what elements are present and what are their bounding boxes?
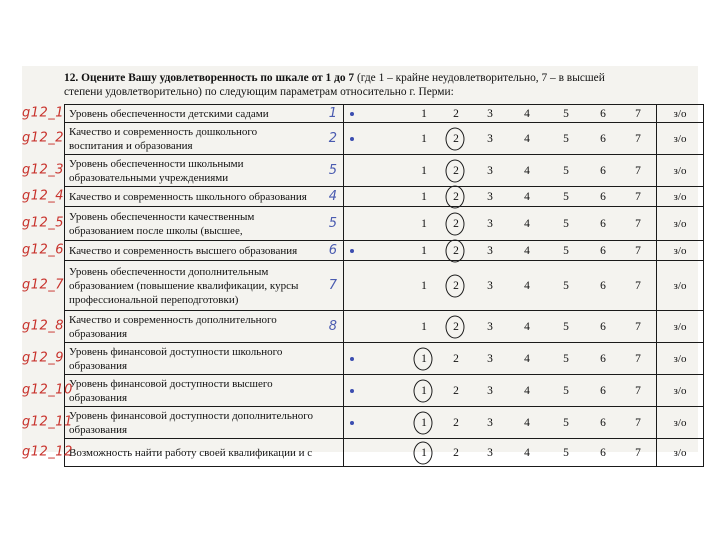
rating-table [64,104,704,467]
scale-value-4[interactable]: 4 [524,384,530,397]
scale-value-1[interactable]: 1 [421,217,427,230]
scale-value-4[interactable]: 4 [524,244,530,257]
parameter-label: Уровень финансовой доступности дополнительного образования [69,409,314,436]
scale-value-4[interactable]: 4 [524,107,530,120]
no-answer-cell[interactable] [657,439,704,467]
variable-code: g12_7 [22,277,65,293]
score-cell[interactable] [344,375,657,407]
parameter-cell [65,407,344,439]
parameter-cell [65,311,344,343]
scale-value-3[interactable]: 3 [487,217,493,230]
pen-dot-mark [350,137,354,141]
parameter-label: Уровень обеспеченности детскими садами [69,107,269,120]
scale-value-1[interactable]: 1 [421,446,427,459]
scale-value-7[interactable]: 7 [635,107,641,120]
parameter-label: Уровень финансовой доступности школьного образования [69,345,283,372]
scale-value-2[interactable]: 2 [453,107,459,120]
parameter-label: Качество и современность дополнительного образования [69,313,277,340]
scale-value-1[interactable]: 1 [421,107,427,120]
scale-value-5[interactable]: 5 [563,352,569,365]
scale-value-4[interactable]: 4 [524,164,530,177]
no-answer-label: з/о [673,164,687,177]
scale-value-7[interactable]: 7 [635,244,641,257]
scale-value-5[interactable]: 5 [563,190,569,203]
pen-dot-mark [350,421,354,425]
scale-value-3[interactable]: 3 [487,279,493,292]
no-answer-cell[interactable] [657,311,704,343]
pen-dot-mark [350,357,354,361]
table-row [65,187,704,207]
parameter-label: Качество и современность школьного образования [69,190,307,203]
scale-value-4[interactable]: 4 [524,217,530,230]
handwritten-row-number: 7 [328,277,337,293]
scale-value-2[interactable]: 2 [453,320,459,333]
table-row [65,105,704,123]
scale-value-5[interactable]: 5 [563,132,569,145]
scale-value-3[interactable]: 3 [487,352,493,365]
no-answer-cell[interactable] [657,407,704,439]
parameter-label: Уровень обеспеченности школьными образовательными учреждениями [69,157,244,184]
scale-value-6[interactable]: 6 [600,352,606,365]
table-row [65,207,704,241]
no-answer-label: з/о [673,244,687,257]
scale-value-7[interactable]: 7 [635,217,641,230]
variable-code: g12_5 [22,215,65,231]
variable-code: g12_9 [22,350,65,366]
scale-value-1[interactable]: 1 [421,384,427,397]
score-cell[interactable] [344,439,657,467]
no-answer-label: з/о [673,384,687,397]
selected-answer-circle [414,411,433,434]
selected-answer-circle [414,441,433,464]
variable-code: g12_2 [22,130,65,146]
scale-value-6[interactable]: 6 [600,384,606,397]
scale-value-2[interactable]: 2 [453,190,459,203]
parameter-label: Качество и современность дошкольного воспитания и образования [69,125,258,152]
scale-value-6[interactable]: 6 [600,190,606,203]
no-answer-cell[interactable] [657,155,704,187]
pen-dot-mark [350,112,354,116]
selected-answer-circle [446,127,465,150]
scale-value-5[interactable]: 5 [563,107,569,120]
variable-code: g12_8 [22,318,65,334]
variable-code: g12_1 [22,105,65,121]
selected-answer-circle [446,274,465,297]
no-answer-label: з/о [673,352,687,365]
scale-value-7[interactable]: 7 [635,446,641,459]
scale-value-1[interactable]: 1 [421,132,427,145]
scale-value-6[interactable]: 6 [600,244,606,257]
scale-value-6[interactable]: 6 [600,107,606,120]
score-cell[interactable] [344,155,657,187]
scale-value-3[interactable]: 3 [487,244,493,257]
scale-value-4[interactable]: 4 [524,132,530,145]
scale-value-4[interactable]: 4 [524,190,530,203]
parameter-cell [65,241,344,261]
scanned-questionnaire [22,66,698,460]
scale-value-3[interactable]: 3 [487,446,493,459]
scale-value-5[interactable]: 5 [563,279,569,292]
handwritten-row-number: 5 [328,162,337,178]
parameter-cell [65,439,344,467]
handwritten-row-number: 4 [328,188,337,204]
table-row [65,261,704,311]
variable-code: g12_3 [22,162,65,178]
table-row [65,123,704,155]
scale-value-2[interactable]: 2 [453,132,459,145]
no-answer-label: з/о [673,217,687,230]
scale-value-3[interactable]: 3 [487,164,493,177]
handwritten-row-number: 2 [328,130,337,146]
scale-value-6[interactable]: 6 [600,416,606,429]
scale-value-2[interactable]: 2 [453,446,459,459]
variable-code: g12_10 [22,382,73,398]
question-heading [64,71,624,99]
scale-value-5[interactable]: 5 [563,416,569,429]
scale-value-1[interactable]: 1 [421,279,427,292]
scale-value-2[interactable]: 2 [453,352,459,365]
score-cell[interactable] [344,123,657,155]
no-answer-label: з/о [673,132,687,145]
table-row [65,407,704,439]
scale-value-5[interactable]: 5 [563,244,569,257]
scale-value-3[interactable]: 3 [487,107,493,120]
no-answer-label: з/о [673,190,687,203]
scale-value-1[interactable]: 1 [421,352,427,365]
question-number: 12. [64,72,79,84]
scale-value-1[interactable]: 1 [421,320,427,333]
no-answer-cell[interactable] [657,375,704,407]
scale-value-6[interactable]: 6 [600,279,606,292]
scale-value-2[interactable]: 2 [453,244,459,257]
scale-value-3[interactable]: 3 [487,416,493,429]
scale-value-6[interactable]: 6 [600,446,606,459]
parameter-label: Уровень финансовой доступности высшего образования [69,377,273,404]
score-cell[interactable] [344,187,657,207]
scale-value-6[interactable]: 6 [600,164,606,177]
no-answer-cell[interactable] [657,187,704,207]
score-cell[interactable] [344,207,657,241]
parameter-label: Возможность найти работу своей квалификации и с [69,446,313,459]
no-answer-label: з/о [673,320,687,333]
no-answer-cell[interactable] [657,241,704,261]
selected-answer-circle [414,379,433,402]
handwritten-row-number: 6 [328,242,337,258]
scale-value-2[interactable]: 2 [453,164,459,177]
table-row [65,343,704,375]
scale-value-4[interactable]: 4 [524,352,530,365]
parameter-label: Уровень обеспеченности качественным образованием после школы (высшее, [69,210,255,237]
pen-dot-mark [350,249,354,253]
parameter-cell [65,187,344,207]
scale-value-4[interactable]: 4 [524,416,530,429]
question-instructions: (где 1 – крайне неудовлетворительно, 7 – в высшей степени удовлетворительно) по следующим параметрам относительно г. Перми: [64,72,605,98]
scale-value-7[interactable]: 7 [635,132,641,145]
scale-value-5[interactable]: 5 [563,320,569,333]
scale-value-6[interactable]: 6 [600,320,606,333]
no-answer-cell[interactable] [657,261,704,311]
scale-value-3[interactable]: 3 [487,320,493,333]
selected-answer-circle [414,347,433,370]
scale-value-7[interactable]: 7 [635,190,641,203]
scale-value-2[interactable]: 2 [453,384,459,397]
selected-answer-circle [446,185,465,208]
scale-value-7[interactable]: 7 [635,320,641,333]
no-answer-cell[interactable] [657,207,704,241]
scale-value-5[interactable]: 5 [563,217,569,230]
scale-value-7[interactable]: 7 [635,416,641,429]
table-row [65,241,704,261]
scale-value-4[interactable]: 4 [524,320,530,333]
scale-value-6[interactable]: 6 [600,132,606,145]
scale-value-2[interactable]: 2 [453,279,459,292]
parameter-label: Качество и современность высшего образования [69,244,298,257]
handwritten-row-number: 5 [328,215,337,231]
scale-value-7[interactable]: 7 [635,352,641,365]
score-cell[interactable] [344,241,657,261]
scale-value-7[interactable]: 7 [635,279,641,292]
scale-value-3[interactable]: 3 [487,190,493,203]
no-answer-cell[interactable] [657,343,704,375]
selected-answer-circle [446,159,465,182]
parameter-cell [65,375,344,407]
scale-value-2[interactable]: 2 [453,416,459,429]
scale-value-7[interactable]: 7 [635,384,641,397]
score-cell[interactable] [344,105,657,123]
parameter-cell [65,207,344,241]
score-cell[interactable] [344,343,657,375]
score-cell[interactable] [344,407,657,439]
scale-value-4[interactable]: 4 [524,446,530,459]
variable-code: g12_12 [22,444,73,460]
table-row [65,439,704,467]
table-row [65,311,704,343]
parameter-label: Уровень обеспеченности дополнительным образованием (повышение квалификации, курсы профессиональной переподготовки) [69,265,299,306]
parameter-cell [65,261,344,311]
variable-code: g12_11 [22,414,73,430]
parameter-cell [65,343,344,375]
scale-value-5[interactable]: 5 [563,384,569,397]
no-answer-cell[interactable] [657,105,704,123]
no-answer-label: з/о [673,107,687,120]
score-cell[interactable] [344,261,657,311]
scale-value-5[interactable]: 5 [563,446,569,459]
no-answer-label: з/о [673,279,687,292]
scale-value-1[interactable]: 1 [421,190,427,203]
scale-value-2[interactable]: 2 [453,217,459,230]
parameter-cell [65,105,344,123]
question-title: Оцените Вашу удовлетворенность по шкале от 1 до 7 [81,72,355,84]
scale-value-3[interactable]: 3 [487,384,493,397]
scale-value-1[interactable]: 1 [421,244,427,257]
handwritten-row-number: 1 [328,105,337,121]
variable-code: g12_4 [22,188,65,204]
handwritten-row-number: 8 [328,318,337,334]
selected-answer-circle [446,315,465,338]
scale-value-4[interactable]: 4 [524,279,530,292]
table-row [65,375,704,407]
parameter-cell [65,123,344,155]
score-cell[interactable] [344,311,657,343]
scale-value-1[interactable]: 1 [421,416,427,429]
selected-answer-circle [446,239,465,262]
pen-dot-mark [350,389,354,393]
selected-answer-circle [446,212,465,235]
scale-value-6[interactable]: 6 [600,217,606,230]
scale-value-7[interactable]: 7 [635,164,641,177]
scale-value-5[interactable]: 5 [563,164,569,177]
scale-value-1[interactable]: 1 [421,164,427,177]
table-row [65,155,704,187]
variable-code: g12_6 [22,242,65,258]
no-answer-cell[interactable] [657,123,704,155]
parameter-cell [65,155,344,187]
no-answer-label: з/о [673,446,687,459]
scale-value-3[interactable]: 3 [487,132,493,145]
no-answer-label: з/о [673,416,687,429]
